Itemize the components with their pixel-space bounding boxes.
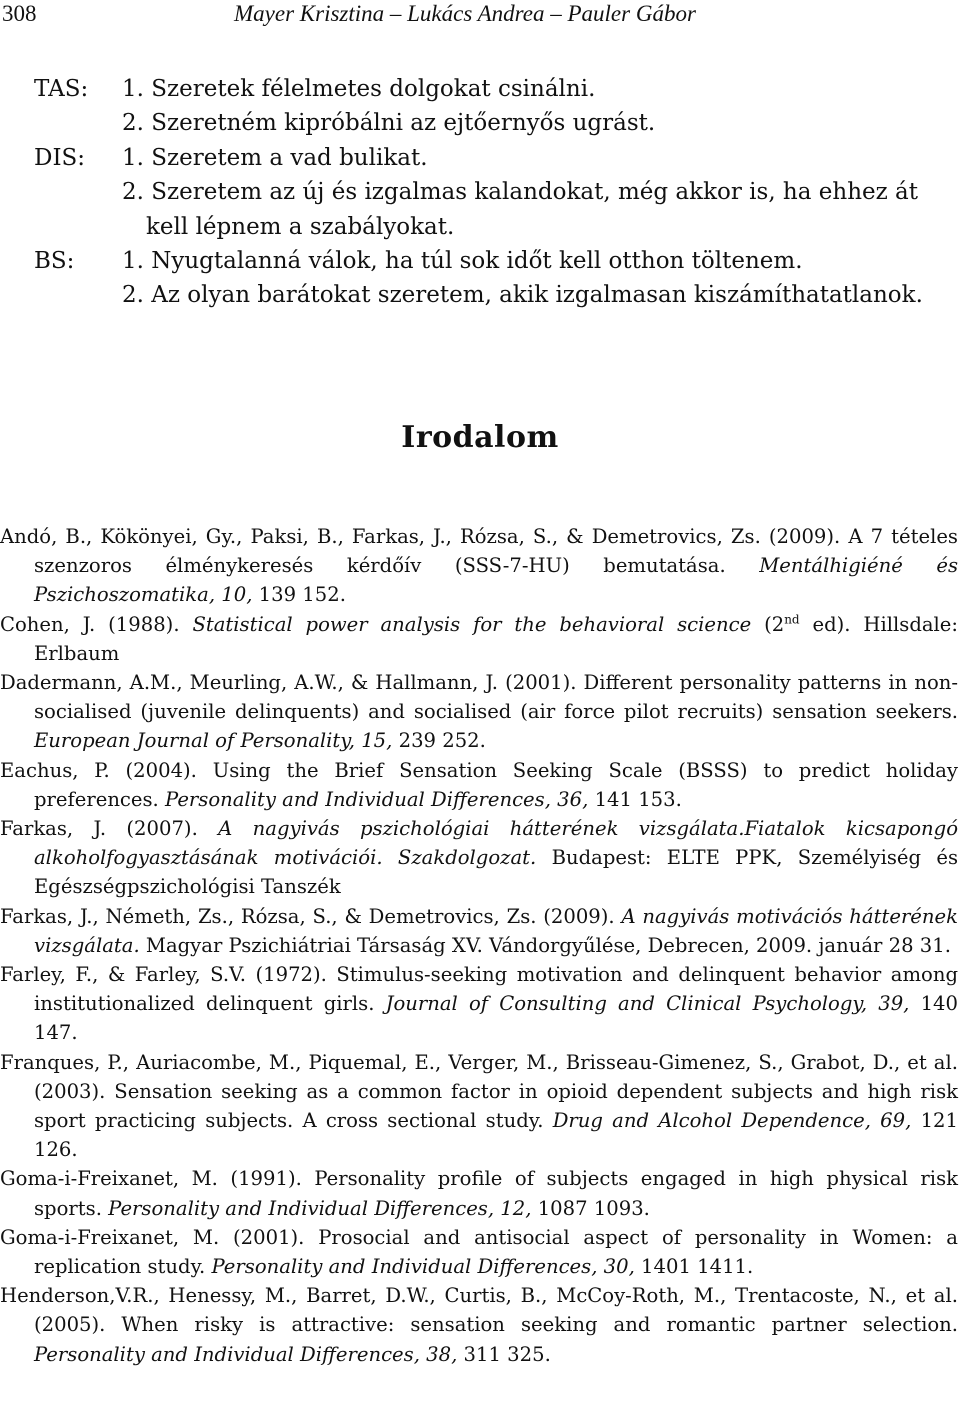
reference-text: Dadermann, A.M., Meurling, A.W., & Hallmann, J. (2001). Different personality patterns in non-socialised (juvenile delinquents) and socialised (air force pilot recruits) sensation seekers. [0,671,958,724]
reference-entry [0,960,958,1048]
scale-items-list [0,72,960,313]
reference-source: European Journal of Personality, 15, [34,729,393,753]
reference-text: Eachus, P. (2004). Using the Brief Sensation Seeking Scale (BSSS) to predict holiday preferences. [0,758,958,811]
scale-item-text: 2. Szeretem az új és izgalmas kalandokat, még akkor is, ha ehhez át kell lépnem a szabályokat. [122,179,919,240]
reference-source: Personality and Individual Differences, 30, [211,1255,635,1279]
reference-text: Cohen, J. (1988). [0,612,193,636]
reference-text: Budapest: ELTE PPK, Személyiség és Egészségpszichológisi Tanszék [34,846,958,899]
scale-item-text: 2. Az olyan barátokat szeretem, akik izgalmasan kiszámíthatatlanok. [122,282,923,309]
scale-item [0,175,960,244]
reference-entry [0,1164,958,1222]
reference-text: 141 153. [588,787,682,811]
scale-item-text: 1. Nyugtalanná válok, ha túl sok időt kell otthon töltenem. [122,248,803,275]
reference-source: Mentálhigiéné és Pszichoszomatika, 10, [34,554,958,607]
reference-text: Farley, F., & Farley, S.V. (1972). Stimulus-seeking motivation and delinquent behavior among institutionalized delinquent girls. [0,963,958,1016]
reference-source: Statistical power analysis for the behavioral science [192,612,752,636]
reference-text: nd [784,612,800,627]
reference-list [0,522,958,1369]
reference-source: Journal of Consulting and Clinical Psychology, 39, [385,992,910,1016]
scale-item-tag: BS: [34,248,75,275]
section-title: Irodalom [401,420,559,455]
reference-entry [0,756,958,814]
reference-entry [0,610,958,668]
reference-entry [0,1281,958,1369]
reference-source: Personality and Individual Differences, 12, [108,1196,532,1220]
page-number: 308 [2,1,37,26]
reference-entry [0,522,958,610]
reference-entry [0,668,958,756]
reference-text: (2 [751,612,785,636]
scale-item [0,72,960,106]
reference-text: 311 325. [457,1342,551,1366]
scale-item-text: 1. Szeretem a vad bulikat. [122,144,428,171]
reference-text: 139 152. [252,583,346,607]
reference-source: Personality and Individual Differences, 36, [165,787,589,811]
reference-entry [0,1048,958,1165]
reference-text: Goma-i-Freixanet, M. (2001). Prosocial and antisocial aspect of personality in Women: a replication study. [0,1225,958,1279]
scale-item [0,278,960,312]
running-header-authors: Mayer Krisztina – Lukács Andrea – Pauler Gábor [234,1,696,26]
reference-text: 140 147. [34,992,958,1045]
reference-entry [0,1223,958,1281]
reference-source: A nagyivás motivációs hátterének vizsgálata. [34,904,958,957]
reference-text: ed). Hillsdale: Erlbaum [34,612,959,665]
scale-item-tag: TAS: [34,76,89,102]
reference-text: Franques, P., Auriacombe, M., Piquemal, E., Verger, M., Brisseau-Gimenez, S., Grabot, D., et al. (2003). Sensation seeking as a common factor in opioid dependent subjects and high risk sport practicing subjects. A cross sectional study. [0,1050,958,1133]
scale-item-tag: DIS: [34,144,86,171]
scale-item [0,106,960,140]
scale-item-text: 2. Szeretném kipróbálni az ejtőernyős ugrást. [122,110,656,137]
reference-text: Andó, B., Kökönyei, Gy., Paksi, B., Farkas, J., Rózsa, S., & Demetrovics, Zs. (2009). A 7 tételes szenzoros élménykeresés kérdőív (SSS-7-HU) bemutatása. [0,525,958,578]
reference-source: A nagyivás pszichológiai hátterének vizsgálata.Fiatalok kicsapongó alkoholfogyasztásának motivációi. Szakdolgozat. [34,817,958,870]
reference-text: Farkas, J. (2007). [0,817,219,841]
reference-text: Henderson,V.R., Henessy, M., Barret, D.W., Curtis, B., McCoy-Roth, M., Trentacoste, N., et al. (2005). When risky is attractive: sensation seeking and romantic partner selection. [0,1284,958,1337]
reference-text: 1087 1093. [531,1196,650,1220]
reference-source: Drug and Alcohol Dependence, 69, [552,1109,912,1133]
scale-item-text: 1. Szeretek félelmetes dolgokat csinálni. [122,76,596,102]
reference-text: Farkas, J., Németh, Zs., Rózsa, S., & Demetrovics, Zs. (2009). [0,904,622,928]
scale-item [0,244,960,278]
reference-entry [0,902,958,960]
reference-entry [0,814,958,902]
reference-text: 1401 1411. [634,1255,754,1279]
reference-text: 121 126. [34,1109,958,1162]
reference-text: 239 252. [392,729,486,753]
reference-text: Magyar Pszichiátriai Társaság XV. Vándorgyűlése, Debrecen, 2009. január 28 31. [139,933,951,957]
reference-source: Personality and Individual Differences, 38, [34,1342,458,1366]
running-header [0,0,960,30]
reference-text: Goma-i-Freixanet, M. (1991). Personality profile of subjects engaged in high physical risk sports. [0,1167,958,1220]
scale-item [0,141,960,175]
